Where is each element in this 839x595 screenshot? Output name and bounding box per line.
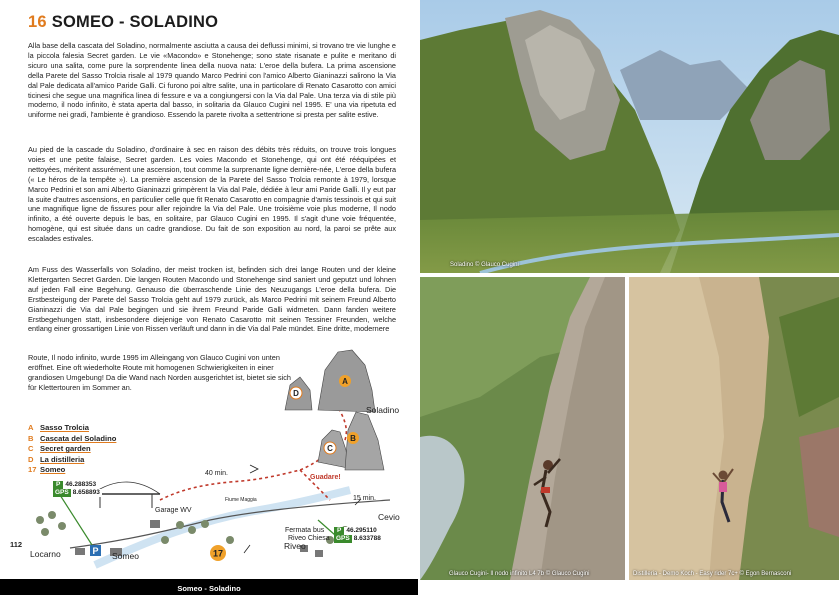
label-someo: Someo bbox=[112, 551, 139, 561]
label-locarno: Locarno bbox=[30, 549, 61, 559]
paragraph-french: Au pied de la cascade du Soladino, d'ordinaire à sec en raison des débits très réduits, on trouve trois longues voies et une petite falaise, Secret garden. Les voies Macondo et Stonehenge, qui ont été rééquipées et nettoyées, méritent assurément une ascension, tout comme la surprenante ligne dernière-née, L'eroe della bufera (« Le héros de la tempête »). La première ascension de la Parete del Sasso Trolcia remonte à 1979, lorsque Marco Pedrini et son ami Alberto Gianinazzi grimpèrent la Via dal Pale, dédiée à leur ami Paride Galli. Il y eut par la suite d'autres ascensions, en particulier celle que fit Renato Casarotto en compagnie d'amis tessinois et qui suit une magnifique ligne de fissures pour aller rejoindre la Via del Pale. Une troisième voie plus moderne, Il nodo infinito, a été ouverte depuis le bas, en solitaire, par Glauco Cugini en 1995. Il s'agit d'une voie fréquentée, homogène, qui est située dans un cadre grandiose. Du fait de son exposition au nord, la paroi se prête aux escalades estivales. bbox=[28, 145, 396, 244]
legend-item: C Secret garden bbox=[28, 444, 91, 454]
svg-text:P: P bbox=[92, 546, 99, 556]
route-number: 17 bbox=[212, 548, 224, 559]
marker-b: B bbox=[350, 434, 356, 443]
caption-climber-left: Glauco Cugini- Il nodo infinito L4 7b © Glauco Cugini bbox=[449, 571, 590, 577]
legend-item: D La distilleria bbox=[28, 454, 85, 464]
label-soladino: Soladino bbox=[366, 405, 400, 415]
label-cevio: Cevio bbox=[378, 512, 400, 522]
page-number: 112 bbox=[10, 540, 23, 549]
map-legend bbox=[28, 423, 116, 476]
marker-a: A bbox=[342, 377, 348, 386]
photo-landscape bbox=[420, 0, 839, 273]
marker-d: D bbox=[293, 389, 299, 398]
label-fiume: Fiume Maggia bbox=[225, 497, 257, 503]
legend-item: 17 Someo bbox=[28, 465, 66, 475]
caption-landscape: Soladino © Glauco Cugini bbox=[450, 262, 519, 268]
chapter-title: SOMEO - SOLADINO bbox=[51, 13, 219, 31]
rock-a bbox=[285, 350, 375, 412]
legend-item: B Cascata del Soladino bbox=[28, 433, 117, 443]
page-title bbox=[28, 13, 218, 32]
paragraph-german-continued: Route, Il nodo infinito, wurde 1995 im Alleingang von Glauco Cugini von unten eröffnet. Eine oft wiederholte Route mit homogenen Schwierigkeiten in einer grandiosen Umgebung! Da die Wand nach Norden ausgerichtet ist, bietet sie sich für Klettertouren im Sommer an. bbox=[28, 353, 291, 392]
marker-c: C bbox=[327, 444, 333, 453]
photo-climber-left bbox=[420, 277, 625, 580]
parking-icon bbox=[90, 545, 101, 556]
label-fermata: Fermata bus bbox=[285, 527, 325, 534]
left-page bbox=[0, 0, 418, 595]
footer-bar bbox=[0, 579, 418, 595]
label-fermata-riveo: Riveo Chiesa bbox=[288, 535, 330, 542]
label-riveo: Riveo bbox=[284, 541, 306, 551]
label-40-min: 40 min. bbox=[205, 470, 228, 477]
label-15-min: 15 min. bbox=[353, 495, 376, 502]
label-garage: Garage WV bbox=[155, 507, 192, 514]
gps-box-someo: P 46.288353 GPS 8.658893 bbox=[55, 481, 100, 496]
caption-climber-right: Distilleria - Demo Koch - Easy rider 7c+ © Egon Bernasconi bbox=[633, 571, 792, 577]
gps-box-riveo: P 46.295110 GPS 8.633788 bbox=[336, 527, 381, 542]
photo-climber-right bbox=[629, 277, 839, 580]
paragraph-german: Am Fuss des Wasserfalls von Soladino, der meist trocken ist, befinden sich drei lange Routen und der kleine Klettergarten Secret Garden. Die langen Routen Macondo und Stonehenge sind saniert und geputzt und lohnen auf jeden Fall eine Begehung. Genauso die überraschende Linie des Neuzugangs L'eroe della bufera. Die Erstbesteigung der Parete del Sasso Trolcia geht auf 1979 zurück, als Marco Pedrini mit seinem Freund Alberto Gianinazzi die Via dal Pale begingen und sie ihrem Freund Paride Galli widmeten. Dann fanden weitere Erstbegehungen statt, insbesondere diejenige von Renato Casarotto mit seinen Tessiner Freunden, welche entlang einer grossartigen Linie von Rissen verläuft und dann in die Via dal Pale mündet. Eine dritte, modernere bbox=[28, 265, 396, 334]
chapter-number: 16 bbox=[28, 13, 47, 31]
label-guadare: Guadare! bbox=[310, 474, 341, 481]
right-page bbox=[418, 0, 839, 595]
paragraph-italian: Alla base della cascata del Soladino, normalmente asciutta a causa dei deflussi minimi, si trovano tre vie lunghe e la piccola falesia Secret garden. Le vie «Macondo» e Stonehenge; sono state risanate e pulite e meritano di sicuro una salita, come pure la sorprendente linea della nuova nata: L'eroe della bufera. La prima ascensione della Parete del Sasso Trolcia risale al 1979 quando Marco Pedrini con l'amico Alberto Gianinazzi salirono la Via dal Pale dedicata all'amico Paride Galli. Ci furono poi altre salite, una in particolare di Renato Casarotto con amici ticinesi che segue una magnifica linea di fessure e va a congiungersi con la Via dal Pale. Una terza via di stile più moderno, il nodo infinito, è stata aperta dal basso, in solitaria da Glauco Cugini nel 1995. E' una via ripetuta ed uniforme nei gradi, l'ambiente è grandioso. Essendo la parete rivolta a settentrione si presta per salite estive. bbox=[28, 41, 396, 120]
legend-item: A Sasso Trolcia bbox=[28, 423, 89, 432]
footer-title: Someo - Soladino bbox=[177, 584, 241, 593]
